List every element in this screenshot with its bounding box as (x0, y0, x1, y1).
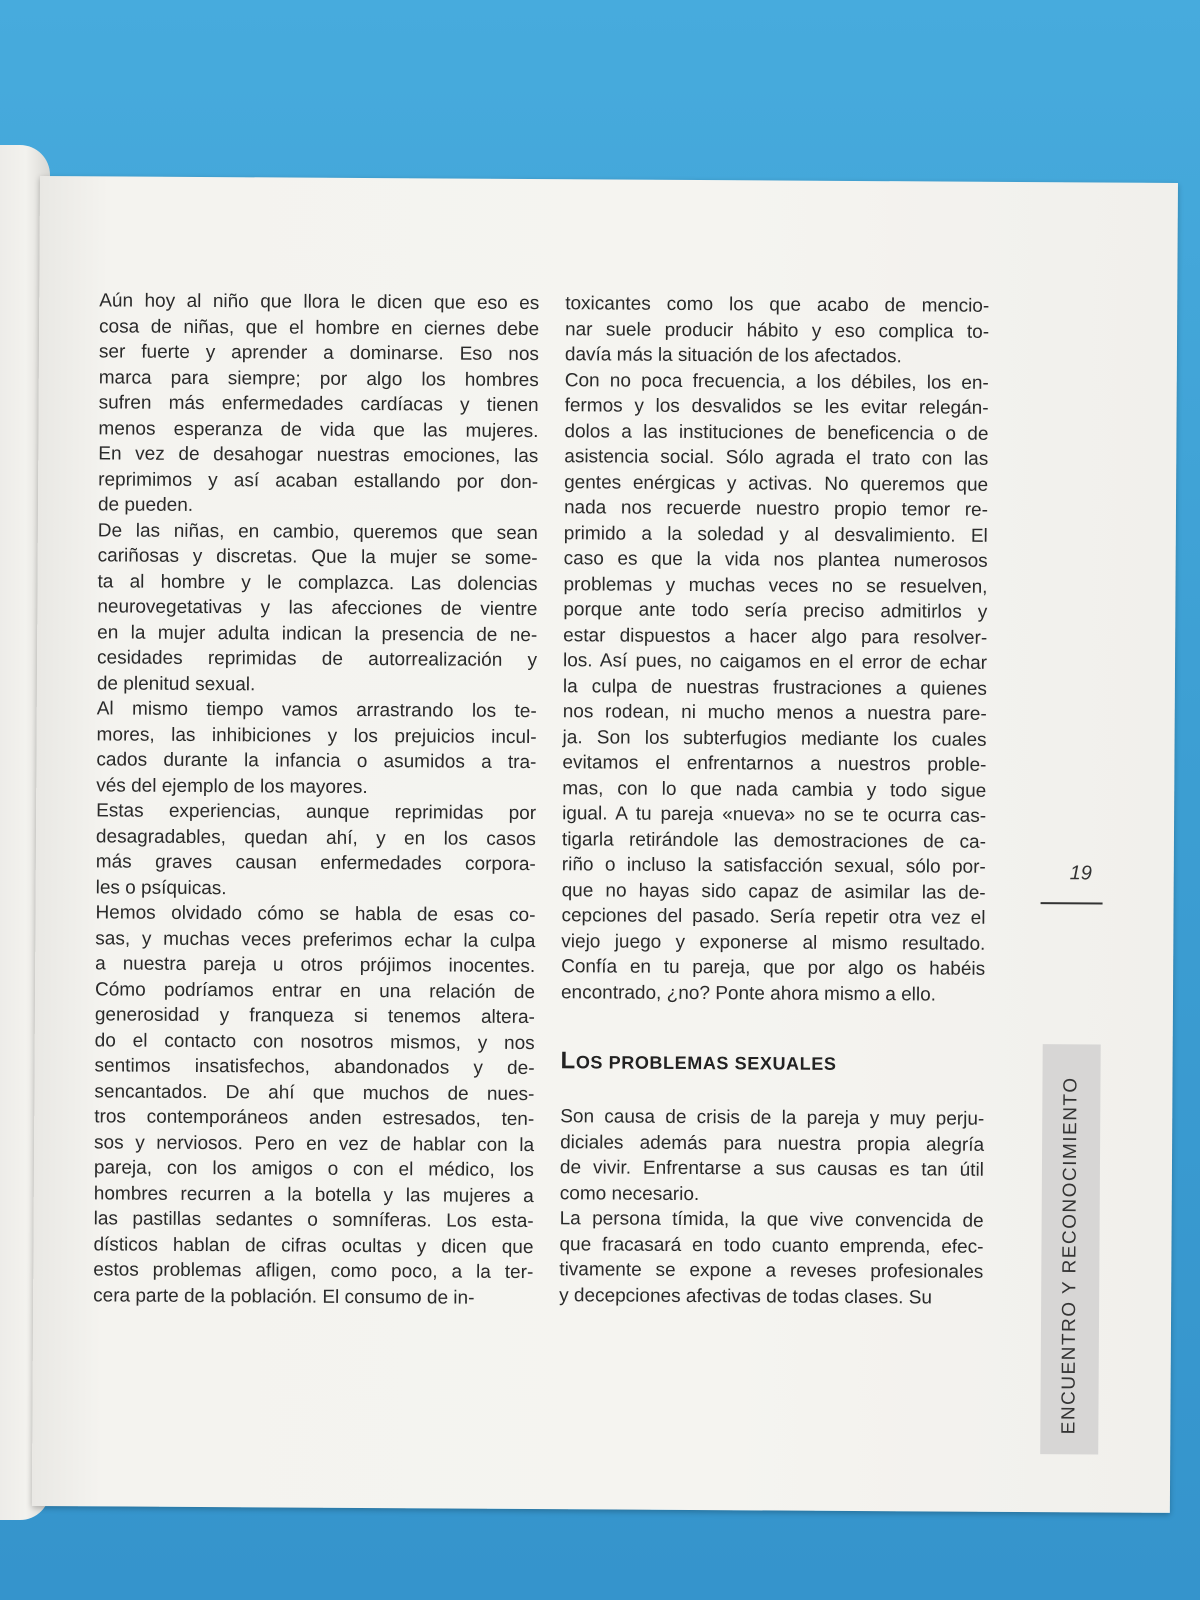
right-text-column (561, 291, 989, 1008)
text-line: dolos a las instituciones de beneficencia o de (564, 420, 989, 445)
text-line: sencantados. De ahí que muchos de nues- (94, 1080, 535, 1105)
page-number: 19 (1069, 862, 1092, 885)
text-line: nos rodean, ni mucho menos a nuestra pare- (562, 701, 987, 725)
text-line: dísticos hablan de cifras ocultas y dicen que (93, 1233, 534, 1258)
text-line: tivamente se expone a reveses profesionales (559, 1259, 984, 1283)
text-line: cepciones del pasado. Sería repetir otra vez el (561, 905, 986, 929)
text-line: asistencia social. Sólo agrada el trato con las (564, 446, 989, 470)
text-line: sas, y muchas veces preferimos echar la culpa (95, 927, 536, 952)
text-line: fermos y los desvalidos se les evitar relegán- (564, 395, 989, 419)
text-line: ja. Son los subterfugios mediante los cuales (562, 726, 987, 751)
text-line: problemas y muchas veces no se resuelven, (563, 573, 988, 598)
text-line: cariñosas y discretas. Que la mujer se some- (97, 545, 538, 570)
text-line: pareja, con los amigos o con el médico, los (93, 1157, 534, 1182)
text-line: y decepciones afectivas de todas clases. Su (559, 1284, 933, 1308)
text-line: En vez de desahogar nuestras emociones, las (98, 443, 539, 468)
text-line: más graves causan enfermedades corpora- (95, 851, 536, 876)
text-line: primido a la soledad y al desvalimiento. El (563, 522, 988, 547)
text-line: los. Así pues, no caigamos en el error de echar (562, 650, 988, 674)
text-line: caso es que la vida nos plantea numerosos (563, 548, 988, 572)
text-line: sos y nerviosos. Pero en vez de hablar con la (94, 1131, 535, 1156)
text-line: riño o incluso la satisfacción sexual, sólo por- (561, 854, 986, 878)
text-line: porque ante todo sería preciso admitirlos y (563, 599, 988, 623)
text-line: de plenitud sexual. (96, 672, 256, 695)
section-body-column (559, 1104, 984, 1311)
text-line: generosidad y franqueza si tenemos altera- (94, 1004, 535, 1029)
text-line: viejo juego y exponerse al mismo resultado. (561, 930, 986, 955)
book-page (32, 176, 1178, 1513)
text-line: nada nos recuerde nuestro propio temor re- (563, 497, 989, 521)
text-line: Aún hoy al niño que llora le dicen que eso es (99, 290, 540, 315)
text-line: diciales además para nuestra propia alegría (560, 1131, 985, 1156)
text-line: Con no poca frecuencia, a los débiles, los en- (564, 369, 989, 394)
text-line: Confía en tu pareja, que por algo os habéis (561, 956, 986, 980)
text-line: de pueden. (97, 494, 194, 516)
section-heading-rest: OS PROBLEMAS SEXUALES (575, 1052, 837, 1074)
text-line: marca para siempre; por algo los hombres (98, 366, 539, 391)
text-line: Son causa de crisis de la pareja y muy perju- (560, 1106, 985, 1130)
text-line: sentimos insatisfechos, abandonados y de- (94, 1055, 535, 1080)
text-line: cera parte de la población. El consumo de in- (93, 1284, 475, 1309)
text-line: Al mismo tiempo vamos arrastrando los te- (96, 698, 537, 723)
text-line: de vivir. Enfrentarse a sus causas es tan útil (559, 1157, 985, 1181)
text-line: mores, las inhibiciones y los prejuicios incul- (96, 723, 537, 748)
text-line: que no hayas sido capaz de asimilar las de- (561, 879, 986, 904)
text-line: De las niñas, en cambio, queremos que sean (97, 519, 538, 544)
text-line: tros contemporáneos anden estresados, ten- (94, 1106, 535, 1131)
section-heading (561, 1047, 985, 1078)
text-line: cosa de niñas, que el hombre en ciernes debe (99, 315, 540, 340)
text-line: hombres recurren a la botella y las mujeres a (93, 1182, 534, 1207)
text-line: ta al hombre y le complazca. Las dolencias (97, 570, 538, 595)
text-line: igual. A tu pareja «nueva» no se te ocurra cas- (562, 803, 987, 827)
text-line: encontrado, ¿no? Ponte ahora mismo a ello. (560, 981, 937, 1005)
text-line: a nuestra pareja u otros prójimos inocentes. (95, 953, 536, 978)
text-line: las pastillas sedantes o somníferas. Los esta- (93, 1208, 534, 1233)
text-line: desagradables, quedan ahí, y en los casos (95, 825, 537, 850)
text-line: en la mujer adulta indican la presencia de ne- (97, 621, 538, 646)
text-line: estar dispuestos a hacer algo para resolver- (563, 624, 988, 649)
text-line: como necesario. (559, 1182, 700, 1205)
text-line: mas, con lo que nada cambia y todo sigue (562, 777, 987, 802)
section-heading-initial: L (560, 1047, 576, 1075)
text-line: nar suele producir hábito y eso complica to- (565, 318, 990, 343)
text-line: Estas experiencias, aunque reprimidas por (96, 800, 537, 825)
text-line: estos problemas afligen, como poco, a la ter- (93, 1259, 534, 1284)
left-text-column (93, 288, 539, 1311)
text-line: Hemos olvidado cómo se habla de esas co- (95, 902, 536, 927)
text-line: la culpa de nuestras frustraciones a quienes (562, 675, 987, 700)
text-line: evitamos el enfrentarnos a nuestros proble- (562, 752, 987, 776)
text-line: toxicantes como los que acabo de mencio- (565, 293, 990, 317)
text-line: cesidades reprimidas de autorrealización y (96, 647, 538, 672)
text-line: les o psíquicas. (95, 876, 227, 899)
text-line: ser fuerte y aprender a dominarse. Eso nos (98, 341, 539, 366)
text-line: sufren más enfermedades cardíacas y tienen (98, 392, 539, 417)
side-tab-label: ENCUENTRO Y RECONOCIMIENTO (1058, 1076, 1082, 1435)
text-line: gentes enérgicas y activas. No queremos que (564, 471, 989, 496)
text-line: La persona tímida, la que vive convencida de (559, 1208, 984, 1232)
text-line: vés del ejemplo de los mayores. (96, 774, 368, 798)
text-line: neurovegetativas y las afecciones de vientre (97, 596, 538, 621)
text-line: davía más la situación de los afectados. (564, 344, 902, 368)
text-line: que fracasará en todo cuanto emprenda, efec- (559, 1233, 984, 1258)
text-line: menos esperanza de vida que las mujeres. (98, 417, 539, 442)
text-line: tigarla retirándole las demostraciones de ca- (561, 828, 987, 853)
text-line: Cómo podríamos entrar en una relación de (94, 978, 536, 1003)
text-line: reprimimos y así acaban estallando por don- (98, 468, 539, 493)
text-line: cados durante la infancia o asumidos a tra- (96, 749, 537, 774)
text-line: do el contacto con nosotros mismos, y nos (94, 1029, 535, 1054)
page-number-rule (1041, 902, 1103, 904)
